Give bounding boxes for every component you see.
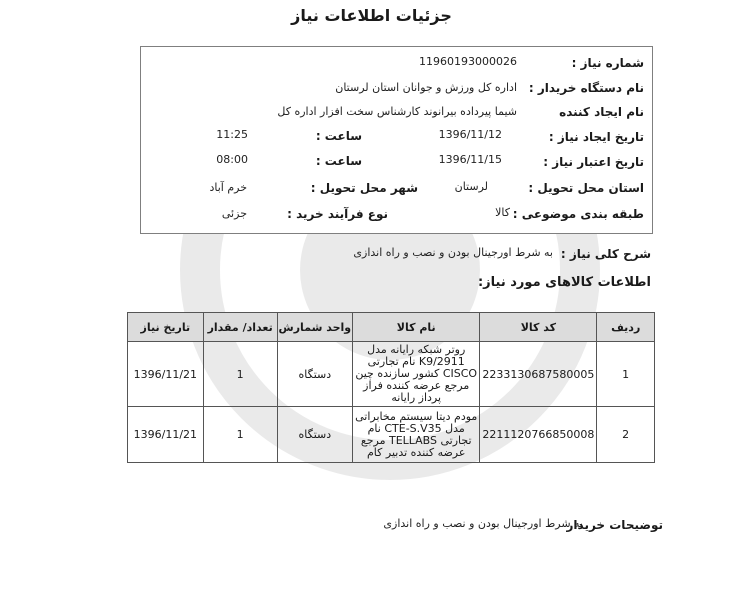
buyer-label: نام دستگاه خریدار : <box>528 81 644 95</box>
created-time-label: ساعت : <box>315 129 362 143</box>
item-name: روتر شبکه رایانه مدل K9/2911 نام تجارتی CISCO کشور سازنده چین مرجع عرضه کننده فراز پرداز رایانه <box>353 342 480 407</box>
item-name: مودم دیتا سیستم مخابراتی مدل CTE-S.V35 نام تجارتی TELLABS مرجع عرضه کننده تدبیر کام <box>353 407 480 463</box>
valid-date-value: 1396/11/15 <box>438 153 502 166</box>
valid-date-label: تاریخ اعتبار نیاز : <box>543 155 644 169</box>
creator-label: نام ایجاد کننده <box>559 105 644 119</box>
need-number-value: 11960193000026 <box>419 55 517 68</box>
item-qty: 1 <box>203 407 277 463</box>
item-date: 1396/11/21 <box>128 342 204 407</box>
buyer-value: اداره کل ورزش و جوانان استان لرستان <box>335 81 517 94</box>
creator-value: شیما پیرداده بیرانوند کارشناس سخت افزار اداره کل <box>277 105 517 118</box>
item-qty: 1 <box>203 342 277 407</box>
province-label: استان محل تحویل : <box>528 181 644 195</box>
buyer-notes-label: توضیحات خریدار <box>566 518 663 532</box>
item-code: 2211120766850008 <box>480 407 597 463</box>
item-unit: دستگاه <box>277 407 352 463</box>
page-title: جزئیات اطلاعات نیاز <box>291 6 452 25</box>
goods-table <box>127 312 655 463</box>
item-unit: دستگاه <box>277 342 352 407</box>
category-value: کالا <box>495 206 510 219</box>
province-value: لرستان <box>454 180 488 193</box>
row-number: 1 <box>597 342 655 407</box>
purchase-type-value: جزئی <box>221 207 247 220</box>
created-date-value: 1396/11/12 <box>438 128 502 141</box>
need-info-box <box>140 46 653 234</box>
valid-time-label: ساعت : <box>315 154 362 168</box>
col-name: نام کالا <box>353 313 480 342</box>
created-time-value: 11:25 <box>216 128 248 141</box>
col-unit: واحد شمارش <box>277 313 352 342</box>
description-value: به شرط اورجینال بودن و نصب و راه اندازی <box>353 246 553 259</box>
item-code: 2233130687580005 <box>480 342 597 407</box>
row-number: 2 <box>597 407 655 463</box>
description-label: شرح کلی نیاز : <box>560 247 651 261</box>
category-label: طبقه بندی موضوعی : <box>512 207 644 221</box>
city-label: شهر محل تحویل : <box>310 181 418 195</box>
table-row <box>128 342 655 407</box>
item-date: 1396/11/21 <box>128 407 204 463</box>
goods-table-header <box>128 313 655 342</box>
col-code: کد کالا <box>480 313 597 342</box>
goods-heading: اطلاعات کالاهای مورد نیاز: <box>477 275 651 290</box>
col-date: تاریخ نیاز <box>128 313 204 342</box>
created-date-label: تاریخ ایجاد نیاز : <box>548 130 644 144</box>
col-qty: تعداد/ مقدار <box>203 313 277 342</box>
table-row <box>128 407 655 463</box>
col-row: ردیف <box>597 313 655 342</box>
valid-time-value: 08:00 <box>216 153 248 166</box>
city-value: خرم آباد <box>209 181 247 194</box>
need-number-label: شماره نیاز : <box>571 56 644 70</box>
buyer-notes-value: به شرط اورجینال بودن و نصب و راه اندازی <box>383 517 583 530</box>
purchase-type-label: نوع فرآیند خرید : <box>287 207 388 221</box>
